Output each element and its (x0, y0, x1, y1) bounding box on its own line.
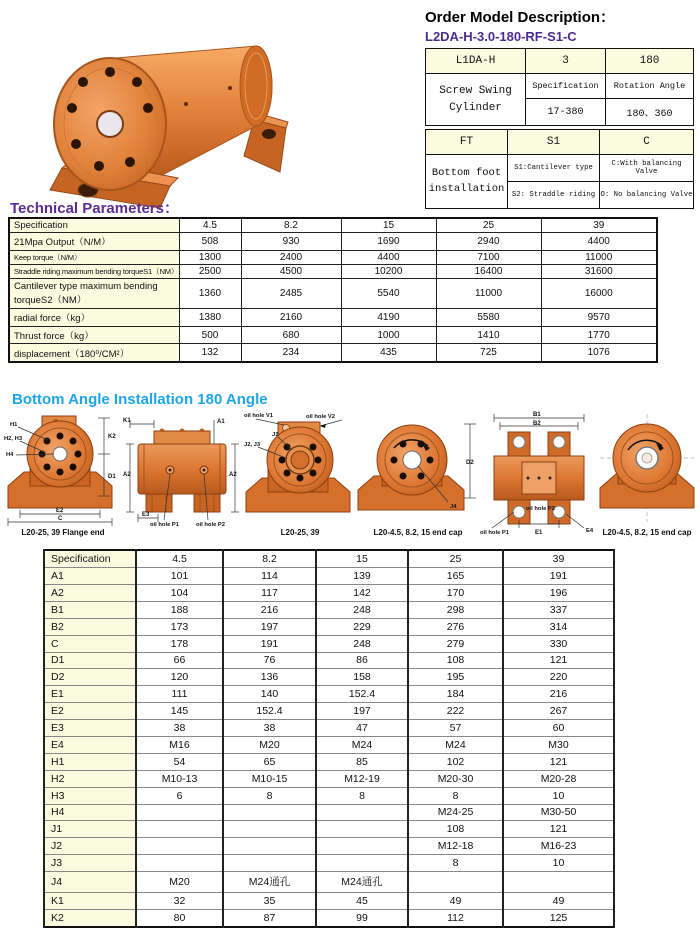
top-view-drawing (480, 410, 598, 538)
row-label-cell: A2 (44, 584, 136, 601)
value-cell: 1000 (341, 326, 436, 344)
table-row (426, 130, 694, 155)
option-cell: C:With balancing Valve (600, 155, 694, 182)
value-cell: 16400 (436, 264, 541, 278)
value-cell: 5540 (341, 278, 436, 308)
value-cell: 1380 (179, 309, 241, 327)
row-label-cell: A1 (44, 568, 136, 585)
table-row (44, 770, 614, 787)
row-label-cell: radial force（kg） (9, 309, 179, 327)
value-cell: 2160 (241, 309, 341, 327)
value-cell: 220 (503, 669, 614, 686)
value-cell (223, 821, 316, 838)
order-model-number: L2DA-H-3.0-180-RF-S1-C (425, 29, 577, 44)
dim-label: A2 (123, 472, 131, 478)
value-cell: 139 (316, 568, 408, 585)
rotation-label-cell: Rotation Angle (606, 74, 694, 99)
code-cell: 180 (606, 49, 694, 74)
table-row (44, 892, 614, 909)
drawing-top-view (480, 410, 598, 550)
value-cell: 49 (408, 892, 503, 909)
row-label-cell: H1 (44, 753, 136, 770)
oil-hole-label: oil hole V2 (306, 414, 335, 420)
table-row (9, 309, 657, 327)
hole-label: J2, J3 (244, 442, 261, 448)
value-cell: 86 (316, 652, 408, 669)
dimension-table (43, 549, 615, 928)
oil-hole-label: oil hole P2 (196, 522, 225, 528)
dim-label: D2 (466, 460, 474, 466)
drawing-caption: L20-25, 39 (280, 528, 320, 537)
value-cell: 2940 (436, 233, 541, 251)
value-cell: 80 (136, 909, 223, 927)
value-cell: M24通孔 (316, 872, 408, 893)
row-label-cell: B1 (44, 601, 136, 618)
oil-hole-label: oil hole P2 (526, 506, 555, 512)
table-row (9, 278, 657, 308)
table-row (44, 736, 614, 753)
value-cell: 680 (241, 326, 341, 344)
table-row (426, 49, 694, 74)
value-cell: 276 (408, 618, 503, 635)
row-label-cell: H4 (44, 804, 136, 821)
row-label-cell: E2 (44, 703, 136, 720)
value-cell (316, 804, 408, 821)
value-cell: 10 (503, 855, 614, 872)
table-row (9, 218, 657, 233)
value-cell: 173 (136, 618, 223, 635)
row-label-cell: J3 (44, 855, 136, 872)
hole-label: H4 (6, 452, 14, 458)
value-cell (136, 821, 223, 838)
value-cell: 32 (136, 892, 223, 909)
value-cell: 49 (503, 892, 614, 909)
dim-label: A2 (229, 472, 237, 478)
mount-code-table (425, 129, 694, 209)
drawing-endcap-front (356, 410, 480, 540)
value-cell: 330 (503, 635, 614, 652)
value-cell: 39 (541, 218, 657, 233)
dim-label: K1 (123, 418, 131, 424)
value-cell: 248 (316, 635, 408, 652)
value-cell: 1770 (541, 326, 657, 344)
option-cell: O: No balancing Valve (600, 182, 694, 209)
code-cell: FT (426, 130, 508, 155)
value-cell: 108 (408, 652, 503, 669)
row-label-cell: E1 (44, 686, 136, 703)
value-cell: 57 (408, 720, 503, 737)
value-cell: 152.4 (316, 686, 408, 703)
drawings-row (4, 410, 696, 550)
value-cell (223, 855, 316, 872)
value-cell: 314 (503, 618, 614, 635)
value-cell: M30-50 (503, 804, 614, 821)
table-row (44, 568, 614, 585)
hole-label: J1 (272, 432, 279, 438)
tech-params-table (8, 217, 658, 363)
value-cell: 1410 (436, 326, 541, 344)
row-label-cell: Specification (9, 218, 179, 233)
row-label-cell: Thrust force（kg） (9, 326, 179, 344)
value-cell: 120 (136, 669, 223, 686)
option-cell: S2: Straddle riding (508, 182, 600, 209)
value-cell: 121 (503, 821, 614, 838)
value-cell: 197 (316, 703, 408, 720)
value-cell: 4500 (241, 264, 341, 278)
dim-label: D1 (108, 474, 116, 480)
value-cell: 158 (316, 669, 408, 686)
value-cell: M20-28 (503, 770, 614, 787)
spec-value-cell: 17-380 (526, 99, 606, 126)
value-cell: 66 (136, 652, 223, 669)
value-cell: 248 (316, 601, 408, 618)
value-cell: 87 (223, 909, 316, 927)
value-cell (503, 872, 614, 893)
row-label-cell: Specification (44, 550, 136, 568)
dim-label: B2 (533, 421, 541, 427)
value-cell: 8.2 (223, 550, 316, 568)
value-cell: 121 (503, 753, 614, 770)
row-label-cell: H3 (44, 787, 136, 804)
row-label-cell: E4 (44, 736, 136, 753)
value-cell (136, 804, 223, 821)
value-cell (223, 804, 316, 821)
oil-hole-label: oil hole P1 (150, 522, 179, 528)
table-row (9, 250, 657, 264)
flange-front-drawing (4, 410, 122, 528)
value-cell: 267 (503, 703, 614, 720)
hole-label: J4 (450, 504, 457, 510)
value-cell (316, 838, 408, 855)
row-label-cell: Straddle riding maximum bending torqueS1（NM） (9, 264, 179, 278)
drawing-caption: L20-4.5, 8.2, 15 end cap (373, 528, 463, 537)
value-cell: 930 (241, 233, 341, 251)
side-view-drawing (122, 410, 244, 528)
value-cell: 85 (316, 753, 408, 770)
value-cell: 2400 (241, 250, 341, 264)
row-label-cell: displacement（180⁰/CM²） (9, 344, 179, 362)
table-row (44, 838, 614, 855)
dim-label: A1 (217, 419, 225, 425)
value-cell: 2500 (179, 264, 241, 278)
table-row (44, 550, 614, 568)
front-valve-drawing (244, 410, 356, 528)
row-label-cell: D1 (44, 652, 136, 669)
value-cell (316, 821, 408, 838)
value-cell: 188 (136, 601, 223, 618)
value-cell: 35 (223, 892, 316, 909)
value-cell: M12-18 (408, 838, 503, 855)
value-cell: 8 (316, 787, 408, 804)
dim-label: E4 (586, 528, 594, 534)
row-label-cell: K2 (44, 909, 136, 927)
table-row (44, 720, 614, 737)
row-label-cell: J4 (44, 872, 136, 893)
value-cell: 111 (136, 686, 223, 703)
code-cell: C (600, 130, 694, 155)
value-cell: 298 (408, 601, 503, 618)
table-row (44, 669, 614, 686)
dim-label: B1 (533, 412, 541, 418)
dim-label: E1 (535, 530, 543, 536)
table-row (9, 233, 657, 251)
value-cell: 38 (223, 720, 316, 737)
row-label-cell: Cantilever type maximum bending torqueS2（NM） (9, 278, 179, 308)
value-cell: 1360 (179, 278, 241, 308)
product-name-cell: Screw Swing Cylinder (426, 74, 526, 126)
value-cell: 117 (223, 584, 316, 601)
value-cell: 38 (136, 720, 223, 737)
drawing-caption: L20-25, 39 Flange end (21, 528, 105, 537)
value-cell (136, 838, 223, 855)
table-row (44, 686, 614, 703)
value-cell: 222 (408, 703, 503, 720)
value-cell: 125 (503, 909, 614, 927)
drawing-side-view (122, 410, 244, 540)
value-cell: 8 (223, 787, 316, 804)
value-cell: 195 (408, 669, 503, 686)
value-cell: 104 (136, 584, 223, 601)
drawings-title: Bottom Angle Installation 180 Angle (12, 391, 268, 408)
table-row (44, 787, 614, 804)
value-cell: M10-13 (136, 770, 223, 787)
row-label-cell: J1 (44, 821, 136, 838)
value-cell: 196 (503, 584, 614, 601)
row-label-cell: B2 (44, 618, 136, 635)
row-label-cell: H2 (44, 770, 136, 787)
table-row (426, 155, 694, 182)
table-row (44, 584, 614, 601)
value-cell: 142 (316, 584, 408, 601)
value-cell: 216 (223, 601, 316, 618)
value-cell: 1300 (179, 250, 241, 264)
value-cell: 170 (408, 584, 503, 601)
table-row (44, 909, 614, 927)
value-cell: 1690 (341, 233, 436, 251)
value-cell (223, 838, 316, 855)
value-cell: 45 (316, 892, 408, 909)
dim-label: C (58, 516, 63, 522)
value-cell: M12-19 (316, 770, 408, 787)
model-code-table (425, 48, 694, 126)
row-label-cell: E3 (44, 720, 136, 737)
dim-label: E2 (56, 508, 64, 514)
value-cell: 165 (408, 568, 503, 585)
value-cell: 76 (223, 652, 316, 669)
value-cell: 279 (408, 635, 503, 652)
oil-hole-label: oil hole V1 (244, 413, 273, 419)
value-cell: 65 (223, 753, 316, 770)
value-cell: 25 (436, 218, 541, 233)
value-cell: 1076 (541, 344, 657, 362)
table-row (44, 804, 614, 821)
value-cell: 500 (179, 326, 241, 344)
table-row (44, 855, 614, 872)
value-cell: 152.4 (223, 703, 316, 720)
endcap-plain-drawing (598, 410, 696, 528)
code-cell: L1DA-H (426, 49, 526, 74)
value-cell: 191 (503, 568, 614, 585)
row-label-cell: D2 (44, 669, 136, 686)
value-cell: 234 (241, 344, 341, 362)
table-row (44, 821, 614, 838)
tech-params-title: Technical Parameters： (10, 200, 179, 217)
table-row (426, 74, 694, 99)
value-cell (408, 872, 503, 893)
product-photo (18, 2, 390, 213)
value-cell: 136 (223, 669, 316, 686)
value-cell: 11000 (541, 250, 657, 264)
value-cell: 99 (316, 909, 408, 927)
mount-name-cell: Bottom foot installation (426, 155, 508, 209)
value-cell: 10 (503, 787, 614, 804)
value-cell: M24 (316, 736, 408, 753)
table-row (44, 703, 614, 720)
table-row (44, 618, 614, 635)
value-cell: 191 (223, 635, 316, 652)
value-cell: 178 (136, 635, 223, 652)
value-cell: 31600 (541, 264, 657, 278)
value-cell: 15 (316, 550, 408, 568)
value-cell: 8.2 (241, 218, 341, 233)
value-cell: M20-30 (408, 770, 503, 787)
rotation-value-cell: 180、360 (606, 99, 694, 126)
value-cell: 10200 (341, 264, 436, 278)
value-cell: 184 (408, 686, 503, 703)
value-cell: M30 (503, 736, 614, 753)
row-label-cell: 21Mpa Output（N/M） (9, 233, 179, 251)
oil-hole-label: oil hole P1 (480, 530, 509, 536)
value-cell: 8 (408, 787, 503, 804)
value-cell: 145 (136, 703, 223, 720)
table-row (9, 326, 657, 344)
value-cell: 5580 (436, 309, 541, 327)
value-cell: M16 (136, 736, 223, 753)
value-cell: 132 (179, 344, 241, 362)
value-cell: 725 (436, 344, 541, 362)
value-cell (136, 855, 223, 872)
table-row (44, 753, 614, 770)
value-cell: 4400 (541, 233, 657, 251)
swing-cylinder-photo (18, 2, 390, 208)
value-cell: 508 (179, 233, 241, 251)
value-cell: 216 (503, 686, 614, 703)
value-cell: 60 (503, 720, 614, 737)
value-cell: 102 (408, 753, 503, 770)
value-cell: 9570 (541, 309, 657, 327)
row-label-cell: K1 (44, 892, 136, 909)
value-cell: 229 (316, 618, 408, 635)
drawing-endcap-plain (598, 410, 696, 540)
table-row (44, 601, 614, 618)
hole-label: H1 (10, 422, 18, 428)
value-cell: 39 (503, 550, 614, 568)
value-cell: 108 (408, 821, 503, 838)
drawing-flange-front (4, 410, 122, 540)
value-cell: 112 (408, 909, 503, 927)
value-cell: 101 (136, 568, 223, 585)
dim-label: K2 (108, 434, 116, 440)
drawing-front-valve (244, 410, 356, 540)
value-cell: M20 (223, 736, 316, 753)
code-cell: S1 (508, 130, 600, 155)
value-cell: 114 (223, 568, 316, 585)
value-cell: M24 (408, 736, 503, 753)
value-cell: 47 (316, 720, 408, 737)
hole-label: H2, H3 (4, 436, 23, 442)
value-cell: 4.5 (136, 550, 223, 568)
code-cell: 3 (526, 49, 606, 74)
table-row (9, 344, 657, 362)
value-cell: 2485 (241, 278, 341, 308)
value-cell: M16-23 (503, 838, 614, 855)
value-cell: 337 (503, 601, 614, 618)
table-row (44, 872, 614, 893)
row-label-cell: C (44, 635, 136, 652)
order-model-section (425, 6, 695, 209)
order-model-title: Order Model Description： (425, 9, 616, 26)
value-cell: 121 (503, 652, 614, 669)
value-cell: M24通孔 (223, 872, 316, 893)
endcap-front-drawing (356, 410, 480, 528)
value-cell: 16000 (541, 278, 657, 308)
value-cell: M10-15 (223, 770, 316, 787)
option-cell: S1:Cantilever type (508, 155, 600, 182)
value-cell: 4190 (341, 309, 436, 327)
drawing-caption: L20-4.5, 8.2, 15 end cap (602, 528, 692, 537)
value-cell: 54 (136, 753, 223, 770)
value-cell: M20 (136, 872, 223, 893)
dim-label: E3 (142, 512, 150, 518)
value-cell (316, 855, 408, 872)
table-row (9, 264, 657, 278)
value-cell: 140 (223, 686, 316, 703)
row-label-cell: J2 (44, 838, 136, 855)
table-row (44, 652, 614, 669)
value-cell: 4.5 (179, 218, 241, 233)
value-cell: 197 (223, 618, 316, 635)
value-cell: 25 (408, 550, 503, 568)
table-row (44, 635, 614, 652)
spec-label-cell: Specification (526, 74, 606, 99)
value-cell: 7100 (436, 250, 541, 264)
row-label-cell: Keep torque（N/M） (9, 250, 179, 264)
value-cell: 435 (341, 344, 436, 362)
value-cell: 11000 (436, 278, 541, 308)
value-cell: 4400 (341, 250, 436, 264)
value-cell: M24-25 (408, 804, 503, 821)
value-cell: 6 (136, 787, 223, 804)
value-cell: 15 (341, 218, 436, 233)
value-cell: 8 (408, 855, 503, 872)
